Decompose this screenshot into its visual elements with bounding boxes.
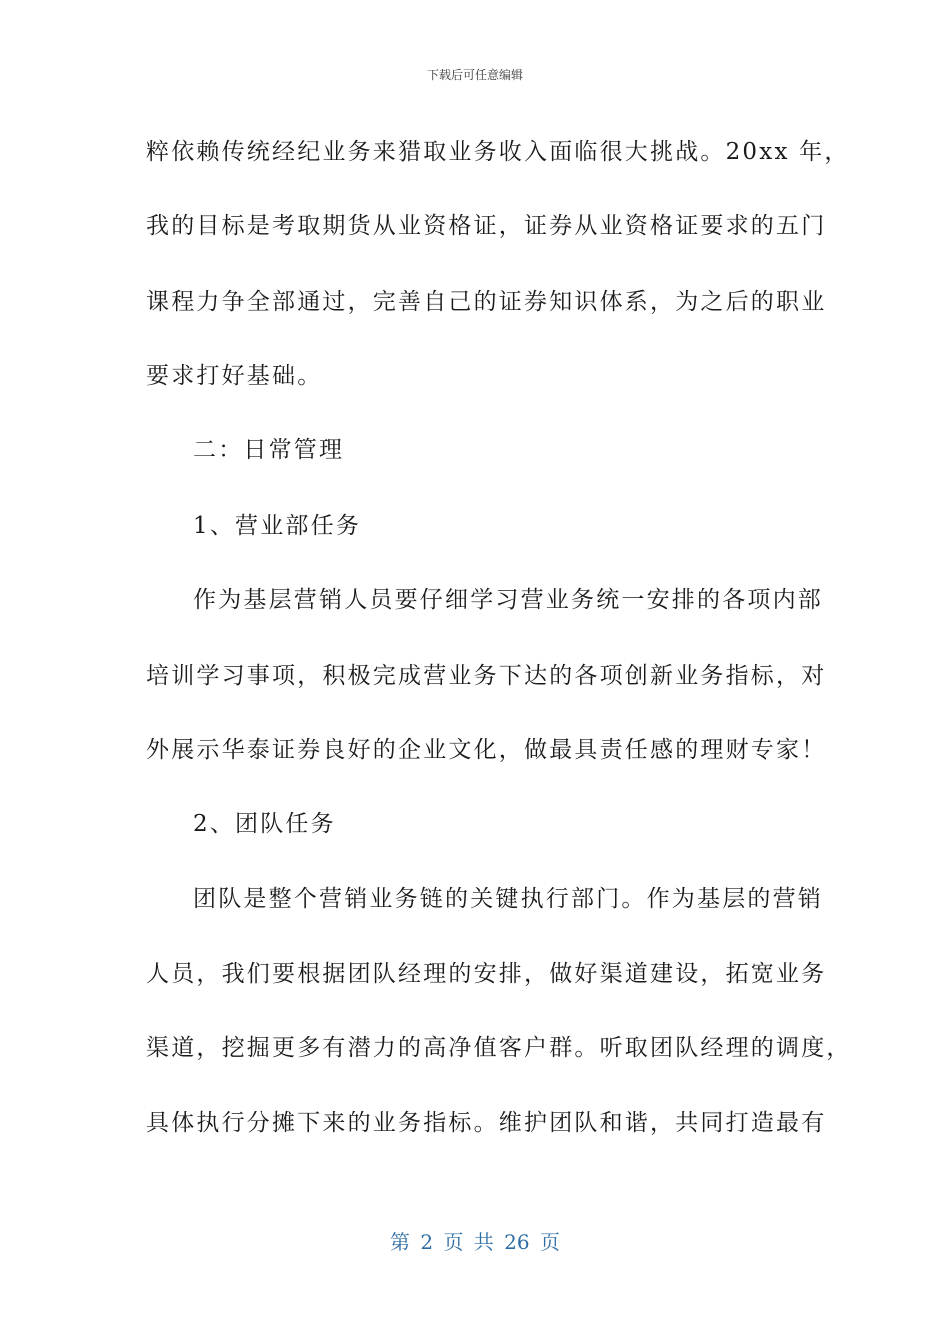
body-line: 具体执行分摊下来的业务指标。维护团队和谐，共同打造最有: [146, 1110, 827, 1136]
body-line: 要求打好基础。: [146, 363, 323, 389]
subsection-heading: 1、营业部任务: [193, 513, 362, 539]
body-line: 我的目标是考取期货从业资格证，证券从业资格证要求的五门: [146, 213, 827, 239]
section-heading: 二：日常管理: [193, 437, 345, 463]
page-header: 下载后可任意编辑: [426, 68, 523, 82]
body-line: 粹依赖传统经纪业务来猎取业务收入面临很大挑战。20xx 年，: [146, 139, 850, 165]
body-line: 作为基层营销人员要仔细学习营业务统一安排的各项内部: [193, 587, 823, 613]
page-footer: 第 2 页 共 26 页: [390, 1230, 560, 1254]
body-line: 课程力争全部通过，完善自己的证券知识体系，为之后的职业: [146, 289, 827, 315]
body-line: 渠道，挖掘更多有潜力的高净值客户群。听取团队经理的调度，: [146, 1035, 852, 1061]
body-line: 培训学习事项，积极完成营业务下达的各项创新业务指标，对: [146, 663, 827, 689]
body-line: 团队是整个营销业务链的关键执行部门。作为基层的营销: [193, 886, 823, 912]
body-line: 人员，我们要根据团队经理的安排，做好渠道建设，拓宽业务: [146, 961, 827, 987]
body-line: 外展示华泰证券良好的企业文化，做最具责任感的理财专家！: [146, 737, 827, 763]
subsection-heading: 2、团队任务: [193, 811, 336, 837]
